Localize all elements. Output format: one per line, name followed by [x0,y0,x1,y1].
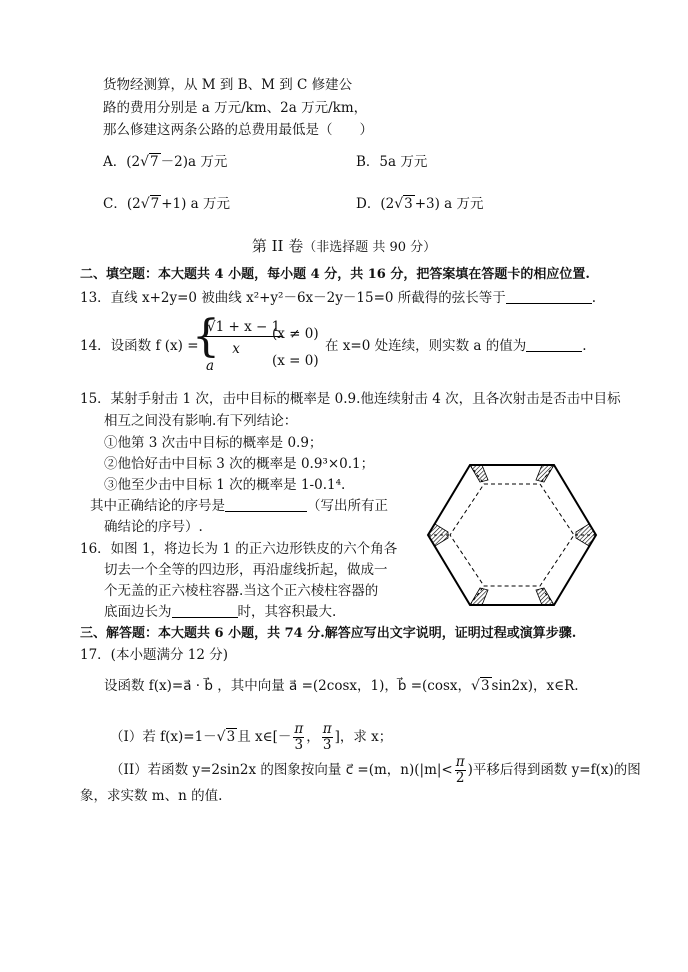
conclusion-2: ②他恰好击中目标 3 次的概率是 0.9³×0.1； [104,456,375,472]
fraction-numerator: √1 + x − 1 [207,319,281,335]
case-value-a: a [206,358,215,374]
question-14-text: 在 x=0 处连续，则实数 a 的值为 . [325,338,587,354]
fill-header: 二、填空题：本大题共 4 小题，每小题 4 分，共 16 分，把答案填在答题卡的相应位置. [80,267,590,282]
question-14-prefix: 14．设函数 f (x) = [80,338,199,354]
option-c: C．(2√7 +1) a 万元 [103,196,231,212]
problem-line: 货物经测算，从 M 到 B、M 到 C 修建公 [103,77,353,93]
option-b: B．5a 万元 [356,154,428,170]
option-d: D．(2√3 +3) a 万元 [356,196,484,212]
question-17-title: 17．(本小题满分 12 分) [80,647,228,663]
question-15-line: 相互之间没有影响.有下列结论： [104,413,298,429]
question-16-line: 底面边长为 时，其容积最大. [104,604,337,620]
question-17-part-2: （II）若函数 y=2sin2x 的图象按向量 c⃗ =(m，n)(|m|< $\frac{\pi}{2}$ )平移后得到函数 y=f(x)的图 [110,754,641,786]
question-17-part-2-cont: 象，求实数 m、n 的值. [80,788,223,804]
fraction-denominator: x [232,341,240,357]
problem-line: 路的费用分别是 a 万元/km、2a 万元/km， [103,100,368,116]
problem-line: 那么修建这两条公路的总费用最低是（ ） [103,122,373,138]
question-17-part-1: （I）若 f(x)=1－√3 且 x∈[－ $\frac{\pi}{3}$ ， $\frac{\pi}{3}$ ]，求 x； [110,721,393,753]
option-a: A．(2√7 －2)a 万元 [103,154,228,170]
case-condition-1: (x ≠ 0) [272,326,319,342]
question-16-line: 切去一个全等的四边形，再沿虚线折起，做成一 [104,562,388,578]
solve-header: 三、解答题：本大题共 6 小题，共 74 分.解答应写出文字说明，证明过程或演算步骤. [80,626,577,641]
question-15-line: 确结论的序号）. [104,519,203,535]
question-13: 13．直线 x+2y=0 被曲线 x²+y²－6x－2y－15=0 所截得的弦长等于 . [80,290,597,306]
question-17-statement: 设函数 f(x)=a⃗ · b⃗ ，其中向量 a⃗ =(2cosx，1)，b⃗ =(cosx，√3 sin2x)，x∈R. [104,678,579,694]
question-15-line: 其中正确结论的序号是 （写出所有正 [90,498,388,514]
case-condition-2: (x = 0) [272,353,319,369]
question-16-line: 16．如图 1，将边长为 1 的正六边形铁皮的六个角各 [80,541,398,557]
question-16-line: 个无盖的正六棱柱容器.当这个正六棱柱容器的 [104,583,379,599]
question-15-line: 15．某射手射击 1 次，击中目标的概率是 0.9.他连续射击 4 次，且各次射击是否击中目标 [80,391,621,407]
brace-icon: { [192,311,220,362]
conclusion-3: ③他至少击中目标 1 次的概率是 1-0.1⁴. [104,477,346,493]
conclusion-1: ①他第 3 次击中目标的概率是 0.9； [104,435,323,451]
hexagon-figure-icon [424,462,600,608]
section-title: 第 II 卷（非选择题 共 90 分） [251,237,437,255]
